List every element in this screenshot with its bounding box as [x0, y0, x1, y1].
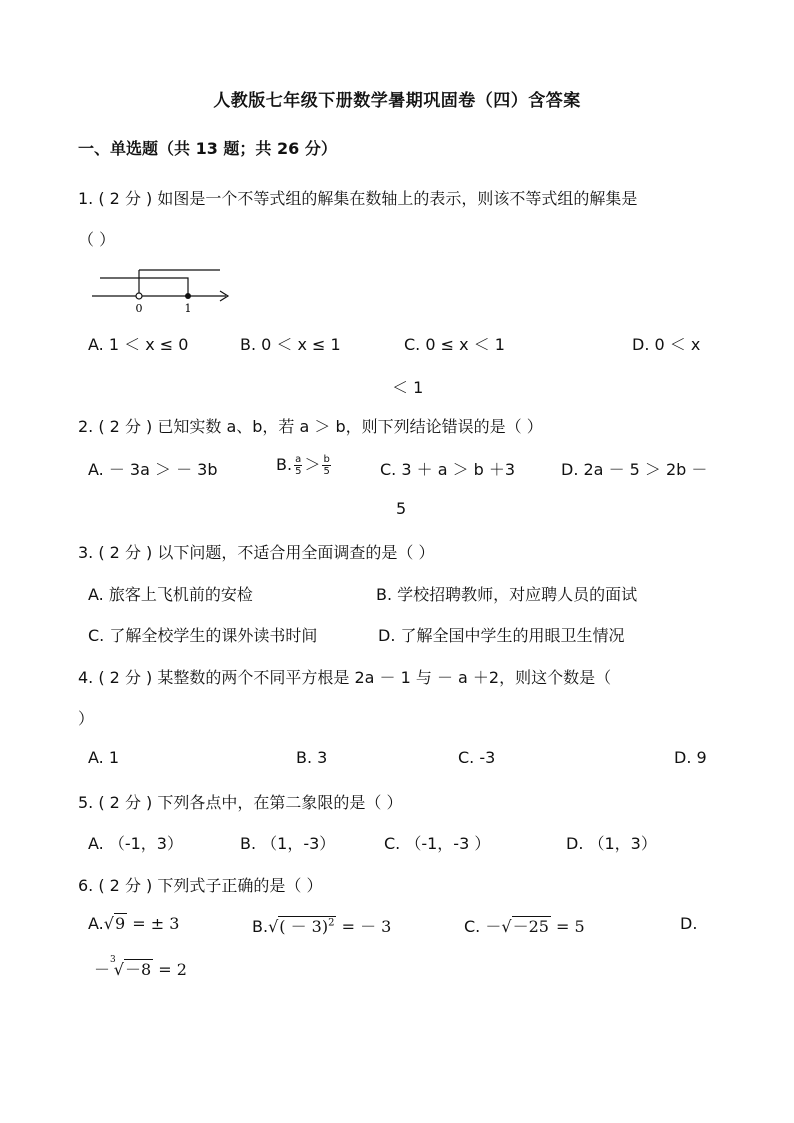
q2-option-d-cont: 5 [396, 499, 407, 518]
square-root-9: √9 [103, 914, 126, 933]
question-5-stem: 5. ( 2 分 ) 下列各点中，在第二象限的是（ ） [78, 793, 403, 812]
question-6-stem: 6. ( 2 分 ) 下列式子正确的是（ ） [78, 876, 323, 895]
q1-option-b[interactable]: B. 0 ＜ x ≤ 1 [240, 335, 341, 354]
number-line-figure [84, 262, 244, 318]
q2-option-b[interactable]: B. $\frac{a}{5}$ ＞ $\frac{b}{5}$ [276, 454, 330, 477]
section-heading: 一、单选题（共 13 题；共 26 分） [78, 139, 337, 158]
q1-option-d-cont: ＜ 1 [392, 378, 424, 397]
solution-bracket-left [100, 278, 139, 296]
q3-option-b[interactable]: B. 学校招聘教师，对应聘人员的面试 [376, 585, 638, 604]
q6-option-c[interactable]: C. －√－25 = 5 [464, 914, 585, 937]
question-2-stem: 2. ( 2 分 ) 已知实数 a、b，若 a ＞ b，则下列结论错误的是（ ） [78, 417, 543, 436]
q2-option-b-prefix: B. [276, 455, 293, 474]
q4-option-b[interactable]: B. 3 [296, 748, 328, 767]
q4-option-c[interactable]: C. -3 [458, 748, 496, 767]
q3-option-c[interactable]: C. 了解全校学生的课外读书时间 [88, 626, 318, 645]
q1-option-d[interactable]: D. 0 ＜ x [632, 335, 701, 354]
q2-option-d[interactable]: D. 2a － 5 ＞ 2b － [561, 460, 708, 479]
q4-option-d[interactable]: D. 9 [674, 748, 707, 767]
q1-option-a[interactable]: A. 1 ＜ x ≤ 0 [88, 335, 189, 354]
cube-root-neg8: √－8 [113, 960, 152, 979]
q5-option-b[interactable]: B. （1，-3） [240, 834, 336, 853]
page-title: 人教版七年级下册数学暑期巩固卷（四）含答案 [213, 91, 581, 111]
q6-option-b[interactable]: $B.√( - 3)^2$ = － 3 [252, 914, 391, 937]
q1-option-c[interactable]: C. 0 ≤ x ＜ 1 [404, 335, 505, 354]
q6-option-d[interactable]: D. [680, 914, 698, 933]
open-point-0 [136, 293, 142, 299]
q5-option-d[interactable]: D. （1，3） [566, 834, 657, 853]
square-root-neg25: √－25 [501, 917, 549, 936]
question-1-stem-cont: （ ） [78, 230, 116, 249]
square-root-neg3-squared: √( － 3)$^2$ [268, 917, 335, 936]
tick-label-0: 0 [135, 302, 143, 315]
fraction-b-over-5: $\frac{b}{5}$ [323, 454, 330, 477]
q4-option-a[interactable]: A. 1 [88, 748, 120, 767]
q2-option-a[interactable]: A. － 3a ＞ － 3b [88, 460, 218, 479]
q6-option-d-expression: －$^3$√－8 = 2 [94, 955, 187, 979]
question-4-stem: 4. ( 2 分 ) 某整数的两个不同平方根是 2a － 1 与 － a ＋2，则这个数是（ [78, 668, 612, 687]
question-4-stem-cont: ） [78, 709, 95, 728]
question-1-stem: 1. ( 2 分 ) 如图是一个不等式组的解集在数轴上的表示，则该不等式组的解集是 [78, 189, 638, 208]
q5-option-c[interactable]: C. （-1，-3 ） [384, 834, 491, 853]
q5-option-a[interactable]: A. （-1，3） [88, 834, 183, 853]
closed-point-1 [185, 293, 191, 299]
q3-option-d[interactable]: D. 了解全国中学生的用眼卫生情况 [378, 626, 625, 645]
fraction-a-over-5: $\frac{a}{5}$ [295, 454, 302, 477]
q2-option-c[interactable]: C. 3 ＋ a ＞ b ＋3 [380, 460, 516, 479]
q6-option-a[interactable]: A.√9 = ± 3 [88, 914, 180, 933]
q3-option-a[interactable]: A. 旅客上飞机前的安检 [88, 585, 253, 604]
question-3-stem: 3. ( 2 分 ) 以下问题，不适合用全面调查的是（ ） [78, 543, 435, 562]
solution-bracket-right [139, 278, 188, 296]
tick-label-1: 1 [184, 302, 192, 315]
